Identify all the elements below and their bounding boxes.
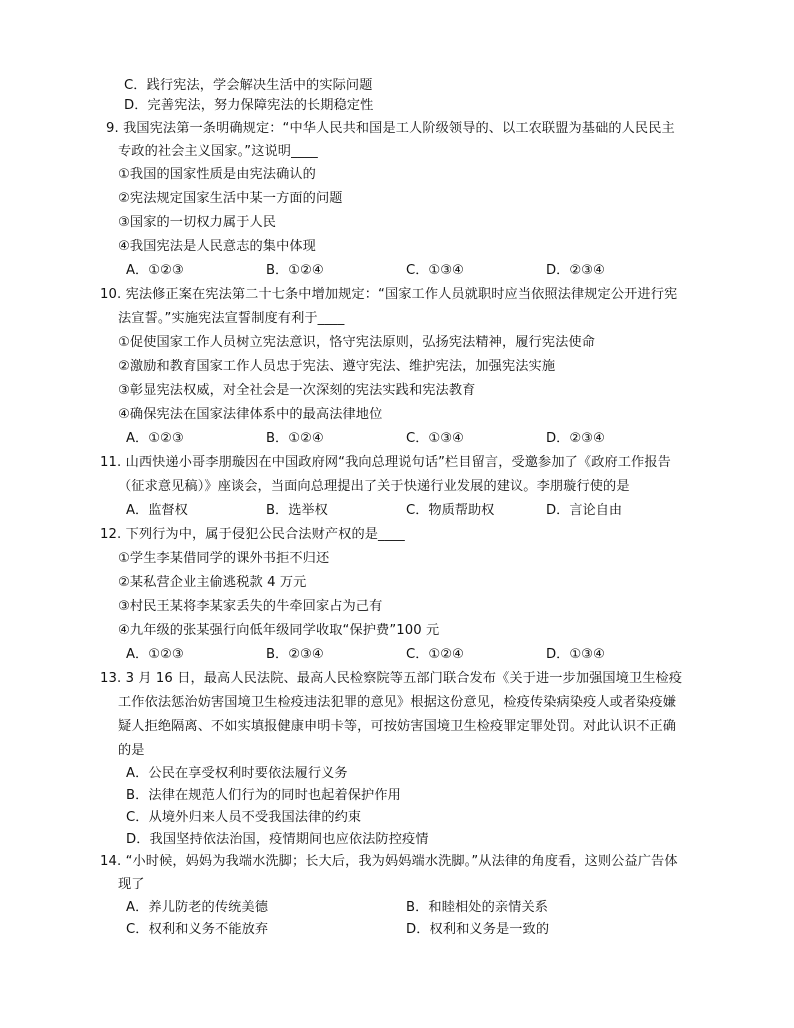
q13-option-a: A．公民在享受权利时要依法履行义务 xyxy=(126,766,348,781)
q9-option-a: A．①②③ xyxy=(126,263,184,278)
q10-statement-1: ①促使国家工作人员树立宪法意识，恪守宪法原则，弘扬宪法精神，履行宪法使命 xyxy=(118,335,595,350)
q12-option-d: D．①③④ xyxy=(546,647,605,662)
q11-stem-line1: 11. 山西快递小哥李朋璇因在中国政府网“我向总理说句话”栏目留言，受邀参加了《政府工作报告 xyxy=(100,455,671,470)
q14-stem-line1: 14. “小时候，妈妈为我端水洗脚；长大后，我为妈妈端水洗脚。”从法律的角度看，这则公益广告体 xyxy=(100,854,678,869)
q13-stem-line2: 工作依法惩治妨害国境卫生检疫违法犯罪的意见》根据这份意见，检疫传染病染疫人或者染疫嫌 xyxy=(118,695,677,710)
q10-option-c: C．①③④ xyxy=(406,431,464,446)
q9-option-b: B．①②④ xyxy=(266,263,324,278)
q11-option-a: A．监督权 xyxy=(126,503,188,518)
q13-option-b: B．法律在规范人们行为的同时也起着保护作用 xyxy=(126,788,401,803)
q9-stem-line2: 专政的社会主义国家。”这说明____ xyxy=(118,144,318,159)
q10-options xyxy=(0,429,794,449)
q8-option-c: C．践行宪法，学会解决生活中的实际问题 xyxy=(124,78,373,93)
q12-statement-4: ④九年级的张某强行向低年级同学收取“保护费”100 元 xyxy=(118,623,440,638)
q9-stem-line1: 9. 我国宪法第一条明确规定：“中华人民共和国是工人阶级领导的、以工农联盟为基础的人民民主 xyxy=(106,121,675,136)
q12-statement-1: ①学生李某借同学的课外书拒不归还 xyxy=(118,551,330,566)
q10-stem-line2: 法宣誓。”实施宪法宣誓制度有利于____ xyxy=(118,311,345,326)
q13-stem-line1: 13. 3 月 16 日，最高人民法院、最高人民检察院等五部门联合发布《关于进一步加强国境卫生检疫 xyxy=(100,671,683,686)
q13-stem-line4: 的是 xyxy=(118,743,145,758)
q11-options xyxy=(0,501,794,521)
q12-option-c: C．①②④ xyxy=(406,647,464,662)
q10-statement-3: ③彰显宪法权威，对全社会是一次深刻的宪法实践和宪法教育 xyxy=(118,383,476,398)
q12-stem: 12. 下列行为中，属于侵犯公民合法财产权的是____ xyxy=(100,527,405,542)
q10-statement-4: ④确保宪法在国家法律体系中的最高法律地位 xyxy=(118,407,383,422)
q9-statement-2: ②宪法规定国家生活中某一方面的问题 xyxy=(118,191,343,206)
q14-option-a: A．养儿防老的传统美德 xyxy=(126,900,268,915)
q12-options xyxy=(0,645,794,665)
q13-option-d: D．我国坚持依法治国，疫情期间也应依法防控疫情 xyxy=(126,832,429,847)
q12-option-b: B．②③④ xyxy=(266,647,324,662)
q11-option-d: D．言论自由 xyxy=(546,503,623,518)
q13-stem-line3: 疑人拒绝隔离、不如实填报健康申明卡等，可按妨害国境卫生检疫罪定罪处罚。对此认识不正确 xyxy=(118,719,677,734)
q14-option-c: C．权利和义务不能放弃 xyxy=(126,922,269,937)
q9-option-d: D．②③④ xyxy=(546,263,605,278)
q12-option-a: A．①②③ xyxy=(126,647,184,662)
q12-statement-3: ③村民王某将李某家丢失的牛牵回家占为己有 xyxy=(118,599,383,614)
q11-stem-line2: （征求意见稿）》座谈会，当面向总理提出了关于快递行业发展的建议。李朋璇行使的是 xyxy=(118,479,630,494)
q14-stem-line2: 现了 xyxy=(118,877,145,892)
q9-statement-4: ④我国宪法是人民意志的集中体现 xyxy=(118,239,316,254)
q9-statement-3: ③国家的一切权力属于人民 xyxy=(118,215,277,230)
q11-option-c: C．物质帮助权 xyxy=(406,503,495,518)
q10-statement-2: ②激励和教育国家工作人员忠于宪法、遵守宪法、维护宪法，加强宪法实施 xyxy=(118,359,556,374)
q10-stem-line1: 10. 宪法修正案在宪法第二十七条中增加规定：“国家工作人员就职时应当依照法律规定公开进行宪 xyxy=(100,287,678,302)
q10-option-d: D．②③④ xyxy=(546,431,605,446)
q8-option-d: D．完善宪法，努力保障宪法的长期稳定性 xyxy=(124,98,374,113)
q9-statement-1: ①我国的国家性质是由宪法确认的 xyxy=(118,167,316,182)
q9-options xyxy=(0,261,794,281)
q12-statement-2: ②某私营企业主偷逃税款 4 万元 xyxy=(118,575,307,590)
q9-option-c: C．①③④ xyxy=(406,263,464,278)
q13-option-c: C．从境外归来人员不受我国法律的约束 xyxy=(126,810,362,825)
q11-option-b: B．选举权 xyxy=(266,503,328,518)
q10-option-b: B．①②④ xyxy=(266,431,324,446)
q14-option-d: D．权利和义务是一致的 xyxy=(406,922,550,937)
q14-option-b: B．和睦相处的亲情关系 xyxy=(406,900,549,915)
q10-option-a: A．①②③ xyxy=(126,431,184,446)
